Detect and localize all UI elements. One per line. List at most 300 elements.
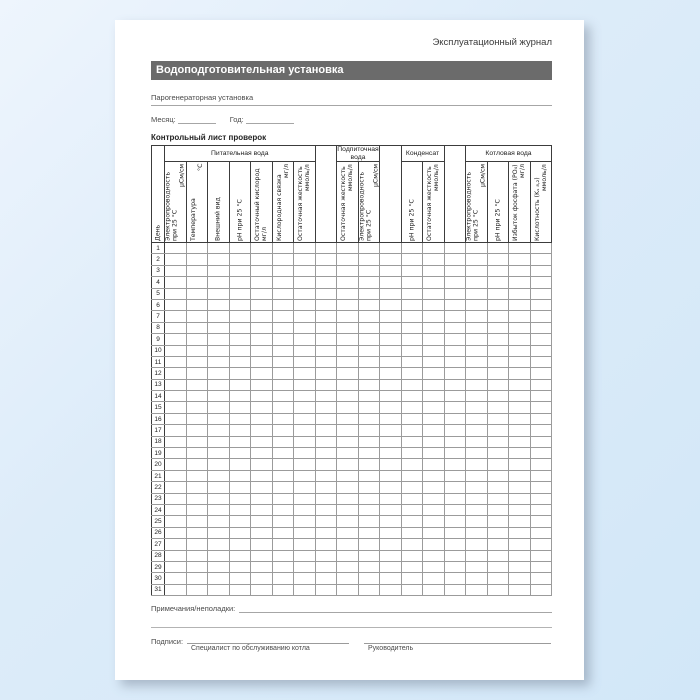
table-cell[interactable]: [229, 265, 251, 276]
table-cell[interactable]: [380, 402, 402, 413]
table-cell[interactable]: [229, 391, 251, 402]
table-cell[interactable]: [337, 584, 359, 595]
table-cell[interactable]: [315, 391, 337, 402]
table-cell[interactable]: [487, 334, 509, 345]
table-cell[interactable]: [208, 493, 230, 504]
table-cell[interactable]: [466, 516, 488, 527]
table-cell[interactable]: [251, 493, 273, 504]
table-cell[interactable]: [509, 265, 531, 276]
table-cell[interactable]: [229, 516, 251, 527]
table-cell[interactable]: [337, 425, 359, 436]
table-cell[interactable]: [208, 356, 230, 367]
table-cell[interactable]: [380, 254, 402, 265]
table-cell[interactable]: [272, 391, 294, 402]
table-cell[interactable]: [509, 368, 531, 379]
table-cell[interactable]: [530, 413, 552, 424]
table-cell[interactable]: [401, 573, 423, 584]
table-cell[interactable]: [487, 345, 509, 356]
table-cell[interactable]: [380, 561, 402, 572]
table-cell[interactable]: [165, 539, 187, 550]
table-cell[interactable]: [272, 470, 294, 481]
table-cell[interactable]: [466, 379, 488, 390]
table-cell[interactable]: [487, 482, 509, 493]
table-cell[interactable]: [487, 527, 509, 538]
table-cell[interactable]: [444, 436, 466, 447]
table-cell[interactable]: [208, 459, 230, 470]
table-cell[interactable]: [337, 299, 359, 310]
table-cell[interactable]: [358, 356, 380, 367]
table-cell[interactable]: [466, 539, 488, 550]
table-cell[interactable]: [337, 516, 359, 527]
table-cell[interactable]: [423, 550, 445, 561]
table-cell[interactable]: [509, 322, 531, 333]
table-cell[interactable]: [466, 584, 488, 595]
table-cell[interactable]: [315, 345, 337, 356]
table-cell[interactable]: [444, 413, 466, 424]
table-cell[interactable]: [165, 413, 187, 424]
table-cell[interactable]: [530, 550, 552, 561]
table-cell[interactable]: [294, 311, 316, 322]
table-cell[interactable]: [509, 277, 531, 288]
table-cell[interactable]: [530, 345, 552, 356]
table-cell[interactable]: [272, 243, 294, 254]
table-cell[interactable]: [272, 356, 294, 367]
table-cell[interactable]: [337, 413, 359, 424]
table-cell[interactable]: [358, 493, 380, 504]
table-cell[interactable]: [251, 334, 273, 345]
table-cell[interactable]: [208, 561, 230, 572]
table-cell[interactable]: [530, 539, 552, 550]
table-cell[interactable]: [315, 243, 337, 254]
table-cell[interactable]: [487, 493, 509, 504]
table-cell[interactable]: [444, 527, 466, 538]
table-cell[interactable]: [358, 345, 380, 356]
table-cell[interactable]: [358, 243, 380, 254]
table-cell[interactable]: [165, 561, 187, 572]
table-cell[interactable]: [444, 482, 466, 493]
table-cell[interactable]: [380, 573, 402, 584]
table-cell[interactable]: [272, 459, 294, 470]
table-cell[interactable]: [530, 322, 552, 333]
table-cell[interactable]: [294, 243, 316, 254]
table-cell[interactable]: [487, 322, 509, 333]
table-cell[interactable]: [444, 584, 466, 595]
table-cell[interactable]: [186, 504, 208, 515]
table-cell[interactable]: [509, 516, 531, 527]
table-cell[interactable]: [186, 356, 208, 367]
table-cell[interactable]: [444, 425, 466, 436]
table-cell[interactable]: [337, 402, 359, 413]
table-cell[interactable]: [380, 516, 402, 527]
table-cell[interactable]: [272, 504, 294, 515]
table-cell[interactable]: [165, 391, 187, 402]
table-cell[interactable]: [186, 448, 208, 459]
table-cell[interactable]: [337, 391, 359, 402]
table-cell[interactable]: [294, 584, 316, 595]
signature-line-manager[interactable]: [364, 634, 551, 644]
table-cell[interactable]: [487, 470, 509, 481]
table-cell[interactable]: [380, 482, 402, 493]
table-cell[interactable]: [487, 288, 509, 299]
table-cell[interactable]: [229, 368, 251, 379]
table-cell[interactable]: [358, 413, 380, 424]
table-cell[interactable]: [315, 322, 337, 333]
table-cell[interactable]: [509, 493, 531, 504]
table-cell[interactable]: [294, 322, 316, 333]
table-cell[interactable]: [487, 425, 509, 436]
table-cell[interactable]: [229, 288, 251, 299]
table-cell[interactable]: [186, 573, 208, 584]
table-cell[interactable]: [444, 402, 466, 413]
table-cell[interactable]: [380, 368, 402, 379]
table-cell[interactable]: [229, 573, 251, 584]
notes-input-line-1[interactable]: [239, 604, 552, 613]
table-cell[interactable]: [229, 379, 251, 390]
table-cell[interactable]: [509, 561, 531, 572]
table-cell[interactable]: [165, 584, 187, 595]
table-cell[interactable]: [401, 379, 423, 390]
table-cell[interactable]: [444, 448, 466, 459]
table-cell[interactable]: [251, 470, 273, 481]
table-cell[interactable]: [444, 550, 466, 561]
table-cell[interactable]: [423, 391, 445, 402]
table-cell[interactable]: [423, 288, 445, 299]
table-cell[interactable]: [530, 288, 552, 299]
table-cell[interactable]: [423, 448, 445, 459]
table-cell[interactable]: [294, 345, 316, 356]
table-cell[interactable]: [401, 322, 423, 333]
table-cell[interactable]: [315, 584, 337, 595]
table-cell[interactable]: [401, 413, 423, 424]
table-cell[interactable]: [251, 459, 273, 470]
table-cell[interactable]: [251, 584, 273, 595]
table-cell[interactable]: [466, 345, 488, 356]
table-cell[interactable]: [294, 277, 316, 288]
table-cell[interactable]: [358, 299, 380, 310]
table-cell[interactable]: [229, 459, 251, 470]
table-cell[interactable]: [509, 243, 531, 254]
table-cell[interactable]: [165, 356, 187, 367]
table-cell[interactable]: [315, 277, 337, 288]
table-cell[interactable]: [401, 425, 423, 436]
table-cell[interactable]: [208, 470, 230, 481]
table-cell[interactable]: [186, 539, 208, 550]
table-cell[interactable]: [530, 504, 552, 515]
table-cell[interactable]: [251, 402, 273, 413]
table-cell[interactable]: [401, 277, 423, 288]
table-cell[interactable]: [208, 311, 230, 322]
table-cell[interactable]: [466, 311, 488, 322]
table-cell[interactable]: [401, 459, 423, 470]
table-cell[interactable]: [186, 584, 208, 595]
table-cell[interactable]: [315, 425, 337, 436]
table-cell[interactable]: [487, 254, 509, 265]
table-cell[interactable]: [530, 402, 552, 413]
table-cell[interactable]: [251, 265, 273, 276]
table-cell[interactable]: [423, 459, 445, 470]
table-cell[interactable]: [358, 265, 380, 276]
table-cell[interactable]: [358, 573, 380, 584]
table-cell[interactable]: [423, 311, 445, 322]
table-cell[interactable]: [165, 368, 187, 379]
table-cell[interactable]: [358, 334, 380, 345]
table-cell[interactable]: [294, 573, 316, 584]
table-cell[interactable]: [509, 345, 531, 356]
table-cell[interactable]: [466, 288, 488, 299]
table-cell[interactable]: [272, 527, 294, 538]
table-cell[interactable]: [509, 413, 531, 424]
table-cell[interactable]: [444, 322, 466, 333]
table-cell[interactable]: [208, 254, 230, 265]
table-cell[interactable]: [466, 334, 488, 345]
table-cell[interactable]: [530, 277, 552, 288]
table-cell[interactable]: [165, 311, 187, 322]
table-cell[interactable]: [294, 413, 316, 424]
table-cell[interactable]: [380, 436, 402, 447]
table-cell[interactable]: [444, 539, 466, 550]
table-cell[interactable]: [530, 482, 552, 493]
table-cell[interactable]: [186, 482, 208, 493]
table-cell[interactable]: [165, 516, 187, 527]
table-cell[interactable]: [165, 504, 187, 515]
table-cell[interactable]: [487, 243, 509, 254]
table-cell[interactable]: [337, 254, 359, 265]
table-cell[interactable]: [358, 288, 380, 299]
table-cell[interactable]: [294, 448, 316, 459]
table-cell[interactable]: [380, 334, 402, 345]
table-cell[interactable]: [229, 436, 251, 447]
table-cell[interactable]: [186, 391, 208, 402]
table-cell[interactable]: [337, 345, 359, 356]
table-cell[interactable]: [530, 311, 552, 322]
table-cell[interactable]: [466, 573, 488, 584]
table-cell[interactable]: [208, 265, 230, 276]
table-cell[interactable]: [251, 368, 273, 379]
table-cell[interactable]: [358, 311, 380, 322]
table-cell[interactable]: [380, 356, 402, 367]
table-cell[interactable]: [337, 277, 359, 288]
table-cell[interactable]: [337, 243, 359, 254]
table-cell[interactable]: [401, 243, 423, 254]
table-cell[interactable]: [401, 482, 423, 493]
table-cell[interactable]: [165, 277, 187, 288]
table-cell[interactable]: [358, 448, 380, 459]
table-cell[interactable]: [186, 436, 208, 447]
table-cell[interactable]: [423, 356, 445, 367]
table-cell[interactable]: [294, 459, 316, 470]
table-cell[interactable]: [294, 493, 316, 504]
table-cell[interactable]: [444, 516, 466, 527]
table-cell[interactable]: [358, 504, 380, 515]
table-cell[interactable]: [229, 334, 251, 345]
table-cell[interactable]: [530, 243, 552, 254]
table-cell[interactable]: [251, 322, 273, 333]
table-cell[interactable]: [509, 334, 531, 345]
table-cell[interactable]: [358, 436, 380, 447]
table-cell[interactable]: [380, 470, 402, 481]
table-cell[interactable]: [294, 356, 316, 367]
table-cell[interactable]: [186, 277, 208, 288]
table-cell[interactable]: [272, 299, 294, 310]
table-cell[interactable]: [251, 299, 273, 310]
table-cell[interactable]: [358, 550, 380, 561]
table-cell[interactable]: [380, 584, 402, 595]
table-cell[interactable]: [530, 573, 552, 584]
table-cell[interactable]: [251, 516, 273, 527]
table-cell[interactable]: [315, 436, 337, 447]
table-cell[interactable]: [165, 379, 187, 390]
month-input-field[interactable]: [178, 115, 216, 124]
table-cell[interactable]: [251, 550, 273, 561]
table-cell[interactable]: [380, 504, 402, 515]
table-cell[interactable]: [337, 379, 359, 390]
table-cell[interactable]: [466, 299, 488, 310]
table-cell[interactable]: [272, 254, 294, 265]
table-cell[interactable]: [401, 470, 423, 481]
table-cell[interactable]: [186, 265, 208, 276]
table-cell[interactable]: [251, 379, 273, 390]
table-cell[interactable]: [208, 573, 230, 584]
table-cell[interactable]: [294, 368, 316, 379]
table-cell[interactable]: [487, 459, 509, 470]
table-cell[interactable]: [509, 550, 531, 561]
table-cell[interactable]: [337, 368, 359, 379]
table-cell[interactable]: [272, 322, 294, 333]
table-cell[interactable]: [466, 425, 488, 436]
table-cell[interactable]: [186, 288, 208, 299]
table-cell[interactable]: [530, 561, 552, 572]
table-cell[interactable]: [487, 311, 509, 322]
table-cell[interactable]: [229, 470, 251, 481]
table-cell[interactable]: [229, 584, 251, 595]
table-cell[interactable]: [444, 345, 466, 356]
table-cell[interactable]: [229, 561, 251, 572]
table-cell[interactable]: [251, 539, 273, 550]
table-cell[interactable]: [466, 482, 488, 493]
table-cell[interactable]: [401, 254, 423, 265]
table-cell[interactable]: [294, 550, 316, 561]
table-cell[interactable]: [444, 504, 466, 515]
table-cell[interactable]: [251, 345, 273, 356]
table-cell[interactable]: [444, 470, 466, 481]
table-cell[interactable]: [165, 493, 187, 504]
table-cell[interactable]: [401, 334, 423, 345]
year-input-field[interactable]: [246, 115, 294, 124]
table-cell[interactable]: [530, 334, 552, 345]
table-cell[interactable]: [229, 322, 251, 333]
table-cell[interactable]: [208, 527, 230, 538]
table-cell[interactable]: [444, 243, 466, 254]
table-cell[interactable]: [530, 470, 552, 481]
table-cell[interactable]: [229, 243, 251, 254]
table-cell[interactable]: [380, 299, 402, 310]
table-cell[interactable]: [229, 504, 251, 515]
table-cell[interactable]: [208, 322, 230, 333]
table-cell[interactable]: [444, 277, 466, 288]
table-cell[interactable]: [251, 573, 273, 584]
table-cell[interactable]: [272, 573, 294, 584]
table-cell[interactable]: [186, 413, 208, 424]
table-cell[interactable]: [380, 277, 402, 288]
table-cell[interactable]: [509, 391, 531, 402]
table-cell[interactable]: [401, 311, 423, 322]
table-cell[interactable]: [509, 504, 531, 515]
table-cell[interactable]: [358, 368, 380, 379]
table-cell[interactable]: [337, 448, 359, 459]
table-cell[interactable]: [423, 436, 445, 447]
table-cell[interactable]: [229, 277, 251, 288]
table-cell[interactable]: [229, 448, 251, 459]
table-cell[interactable]: [509, 379, 531, 390]
table-cell[interactable]: [251, 288, 273, 299]
table-cell[interactable]: [530, 436, 552, 447]
table-cell[interactable]: [466, 493, 488, 504]
table-cell[interactable]: [315, 527, 337, 538]
table-cell[interactable]: [208, 379, 230, 390]
table-cell[interactable]: [423, 254, 445, 265]
table-cell[interactable]: [165, 254, 187, 265]
table-cell[interactable]: [466, 527, 488, 538]
table-cell[interactable]: [380, 448, 402, 459]
table-cell[interactable]: [444, 573, 466, 584]
table-cell[interactable]: [315, 516, 337, 527]
table-cell[interactable]: [487, 516, 509, 527]
table-cell[interactable]: [444, 288, 466, 299]
table-cell[interactable]: [315, 368, 337, 379]
table-cell[interactable]: [401, 550, 423, 561]
table-cell[interactable]: [530, 299, 552, 310]
table-cell[interactable]: [509, 311, 531, 322]
table-cell[interactable]: [509, 584, 531, 595]
table-cell[interactable]: [380, 493, 402, 504]
table-cell[interactable]: [208, 391, 230, 402]
table-cell[interactable]: [423, 539, 445, 550]
table-cell[interactable]: [272, 368, 294, 379]
table-cell[interactable]: [401, 561, 423, 572]
notes-input-line-2[interactable]: [151, 626, 552, 628]
table-cell[interactable]: [509, 254, 531, 265]
table-cell[interactable]: [229, 539, 251, 550]
table-cell[interactable]: [337, 288, 359, 299]
table-cell[interactable]: [315, 448, 337, 459]
table-cell[interactable]: [165, 482, 187, 493]
table-cell[interactable]: [294, 379, 316, 390]
table-cell[interactable]: [444, 561, 466, 572]
table-cell[interactable]: [487, 584, 509, 595]
table-cell[interactable]: [186, 402, 208, 413]
table-cell[interactable]: [165, 322, 187, 333]
table-cell[interactable]: [487, 448, 509, 459]
table-cell[interactable]: [530, 379, 552, 390]
table-cell[interactable]: [401, 288, 423, 299]
table-cell[interactable]: [444, 459, 466, 470]
table-cell[interactable]: [315, 311, 337, 322]
table-cell[interactable]: [251, 504, 273, 515]
table-cell[interactable]: [380, 425, 402, 436]
table-cell[interactable]: [251, 482, 273, 493]
table-cell[interactable]: [487, 436, 509, 447]
table-cell[interactable]: [530, 265, 552, 276]
table-cell[interactable]: [380, 459, 402, 470]
table-cell[interactable]: [466, 402, 488, 413]
table-cell[interactable]: [380, 550, 402, 561]
table-cell[interactable]: [487, 356, 509, 367]
table-cell[interactable]: [315, 288, 337, 299]
table-cell[interactable]: [315, 334, 337, 345]
table-cell[interactable]: [208, 345, 230, 356]
table-cell[interactable]: [401, 356, 423, 367]
table-cell[interactable]: [186, 550, 208, 561]
